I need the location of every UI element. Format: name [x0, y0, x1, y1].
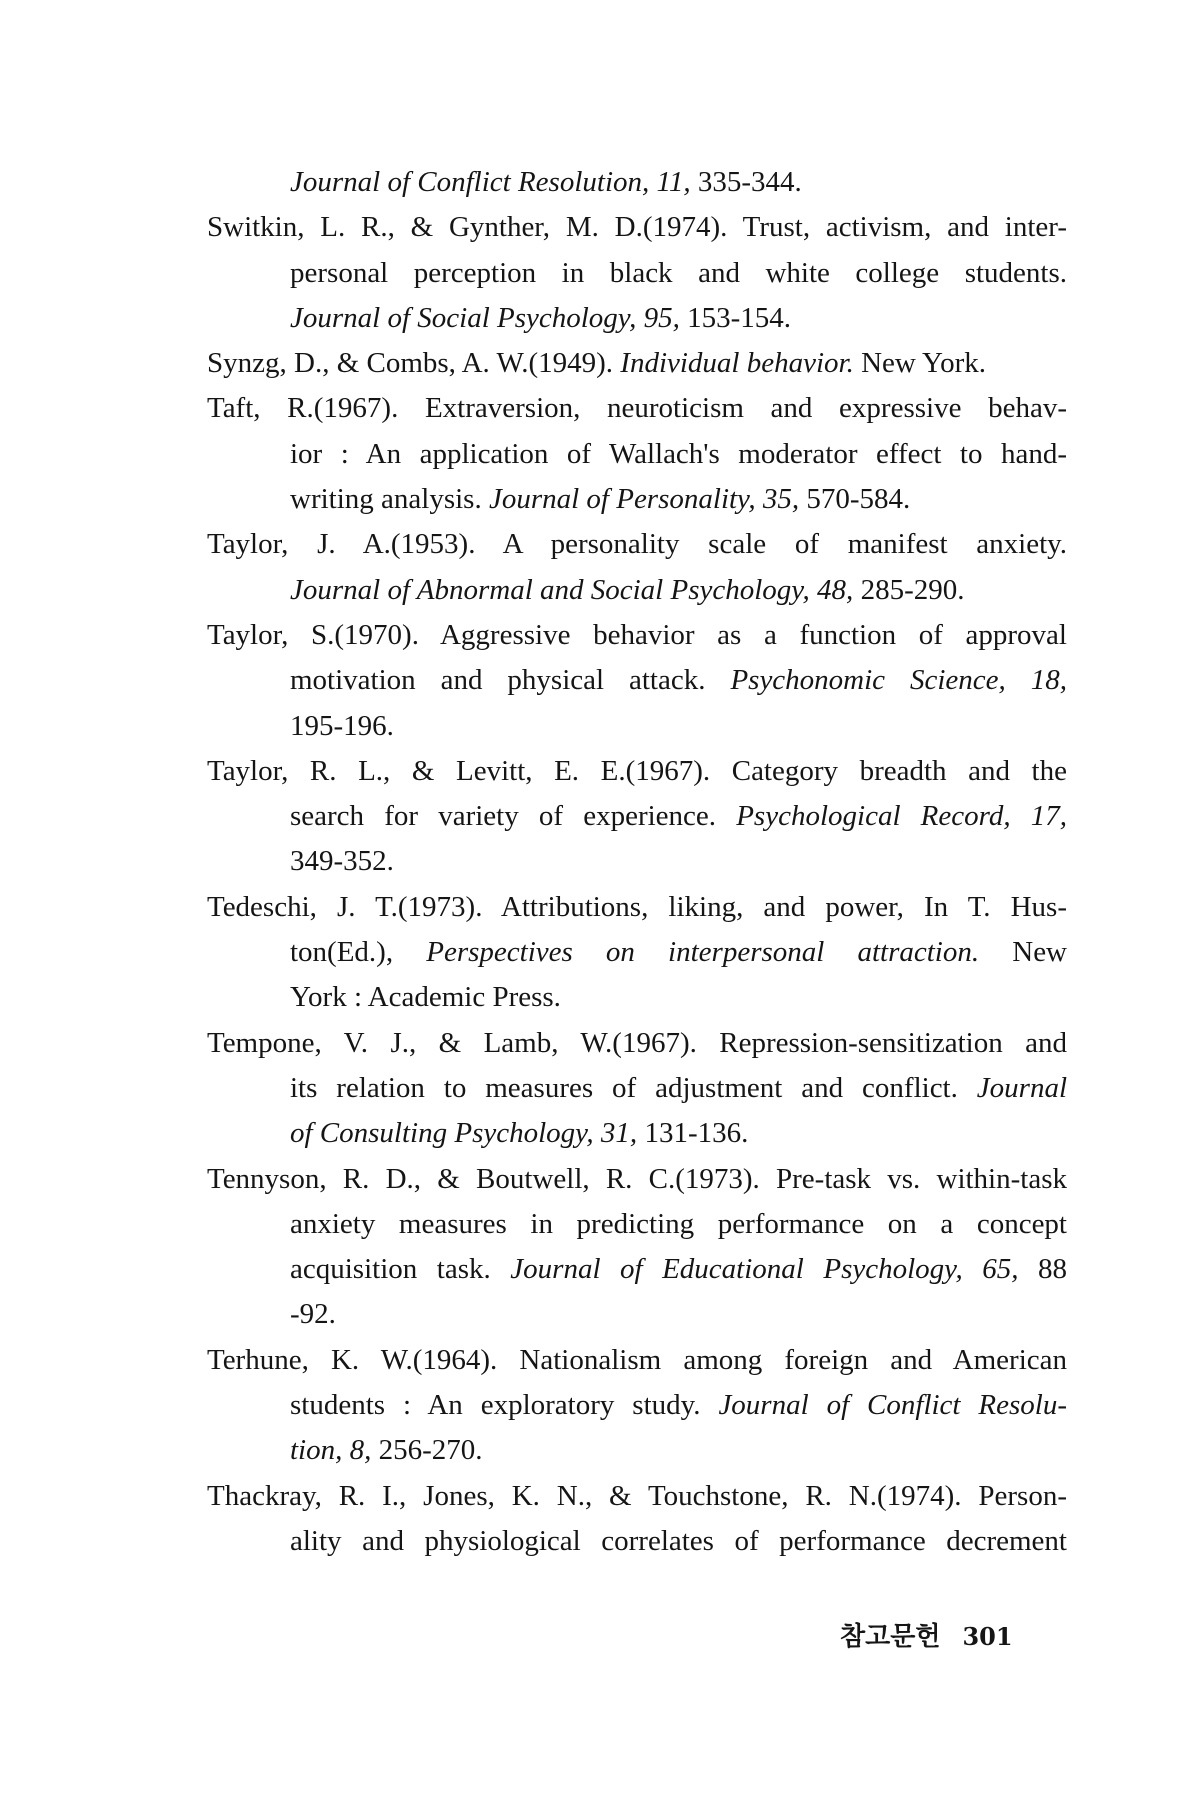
reference-hanging-line [207, 568, 1067, 613]
reference-entry [207, 386, 1067, 522]
italic-text: Perspectives on interpersonal attraction. [426, 936, 980, 969]
reference-hanging-line [207, 251, 1067, 296]
reference-hanging-line [207, 1519, 1067, 1564]
italic-text: Psychonomic Science, 18, [730, 664, 1067, 697]
reference-first-line [207, 749, 1067, 794]
text: York : Academic Press. [290, 981, 561, 1014]
reference-first-line [207, 341, 1067, 386]
text: -92. [290, 1298, 336, 1331]
text: 131-136. [637, 1117, 749, 1150]
reference-entry [207, 1338, 1067, 1474]
reference-continuation-line [207, 160, 1067, 205]
reference-entry [207, 1021, 1067, 1157]
reference-entry [207, 205, 1067, 341]
reference-entry [207, 341, 1067, 386]
reference-hanging-line [207, 794, 1067, 839]
reference-entry [207, 749, 1067, 885]
italic-text: Journal of Abnormal and Social Psychology, 48, [290, 573, 854, 606]
italic-text: of Consulting Psychology, 31, [290, 1117, 638, 1150]
reference-entry [207, 613, 1067, 749]
reference-hanging-line [207, 658, 1067, 703]
reference-list [207, 160, 1067, 1564]
text: Switkin, L. R., & Gynther, M. D.(1974). Trust, activism, and inter- [207, 211, 1067, 244]
reference-hanging-line [207, 1247, 1067, 1292]
text: New [979, 936, 1068, 969]
reference-hanging-line [207, 477, 1067, 522]
text: search for variety of experience. [290, 800, 737, 833]
reference-hanging-line [207, 839, 1067, 884]
text: 256-270. [371, 1434, 483, 1467]
text: acquisition task. [290, 1253, 511, 1286]
text: 153-154. [679, 301, 792, 334]
italic-text: Journal of Conflict Resolution, 11, [290, 166, 691, 198]
italic-text: Journal [976, 1071, 1067, 1104]
reference-hanging-line [207, 704, 1067, 749]
text: Taylor, R. L., & Levitt, E. E.(1967). Category breadth and the [207, 754, 1067, 787]
italic-text: Psychological Record, 17, [736, 800, 1068, 833]
reference-hanging-line [207, 296, 1067, 341]
text: Taylor, S.(1970). Aggressive behavior as a function of approval [207, 618, 1067, 651]
reference-hanging-line [207, 1111, 1067, 1156]
page-number: 301 [962, 1622, 1013, 1651]
reference-hanging-line [207, 1292, 1067, 1337]
text: Thackray, R. I., Jones, K. N., & Touchstone, R. N.(1974). Person- [207, 1479, 1067, 1512]
reference-entry [207, 522, 1067, 613]
running-footer-title: 참고문헌 [840, 1622, 941, 1652]
text: writing analysis. [290, 483, 489, 516]
italic-text: Journal of Conflict Resolu- [718, 1389, 1067, 1422]
text: Tennyson, R. D., & Boutwell, R. C.(1973). Pre-task vs. within-task [207, 1162, 1067, 1195]
text: personal perception in black and white college students. [290, 256, 1067, 289]
text: motivation and physical attack. [290, 664, 731, 697]
reference-hanging-line [207, 1202, 1067, 1247]
reference-first-line [207, 1338, 1067, 1383]
reference-first-line [207, 1021, 1067, 1066]
reference-first-line [207, 386, 1067, 431]
text: its relation to measures of adjustment and conflict. [290, 1071, 977, 1104]
text: ior : An application of Wallach's moderator effect to hand- [290, 437, 1067, 470]
reference-hanging-line [207, 432, 1067, 477]
text: Synzg, D., & Combs, A. W.(1949). [207, 347, 621, 380]
reference-hanging-line [207, 1066, 1067, 1111]
reference-hanging-line [207, 930, 1067, 975]
text: New York. [853, 347, 986, 380]
italic-text: Journal of Personality, 35, [488, 483, 800, 516]
text: ality and physiological correlates of performance decrement [290, 1524, 1067, 1557]
italic-text: Journal of Social Psychology, 95, [290, 301, 680, 334]
text: Tedeschi, J. T.(1973). Attributions, liking, and power, In T. Hus- [207, 890, 1067, 923]
reference-first-line [207, 613, 1067, 658]
text: Taft, R.(1967). Extraversion, neuroticism and expressive behav- [207, 392, 1067, 425]
text: Taylor, J. A.(1953). A personality scale of manifest anxiety. [207, 528, 1067, 561]
reference-first-line [207, 205, 1067, 250]
text: students : An exploratory study. [290, 1389, 719, 1422]
page-footer [840, 1616, 1013, 1653]
text: 349-352. [290, 845, 394, 878]
reference-hanging-line [207, 1428, 1067, 1473]
reference-entry [207, 1474, 1067, 1565]
text: 285-290. [853, 573, 965, 606]
text: 335-344. [690, 166, 802, 198]
italic-text: tion, 8, [290, 1434, 372, 1467]
text: Terhune, K. W.(1964). Nationalism among foreign and American [207, 1343, 1067, 1376]
reference-entry [207, 885, 1067, 1021]
text: ton(Ed.), [290, 936, 427, 969]
reference-entry [207, 1157, 1067, 1338]
text: anxiety measures in predicting performance on a concept [290, 1207, 1067, 1240]
italic-text: Individual behavior. [620, 347, 854, 380]
reference-hanging-line [207, 1383, 1067, 1428]
text: Tempone, V. J., & Lamb, W.(1967). Repression-sensitization and [207, 1026, 1067, 1059]
text: 195-196. [290, 709, 394, 742]
reference-first-line [207, 885, 1067, 930]
text: 570-584. [799, 483, 911, 516]
reference-first-line [207, 1157, 1067, 1202]
reference-first-line [207, 522, 1067, 567]
text: 88 [1018, 1253, 1068, 1286]
italic-text: Journal of Educational Psychology, 65, [510, 1253, 1019, 1286]
reference-first-line [207, 1474, 1067, 1519]
reference-hanging-line [207, 975, 1067, 1020]
